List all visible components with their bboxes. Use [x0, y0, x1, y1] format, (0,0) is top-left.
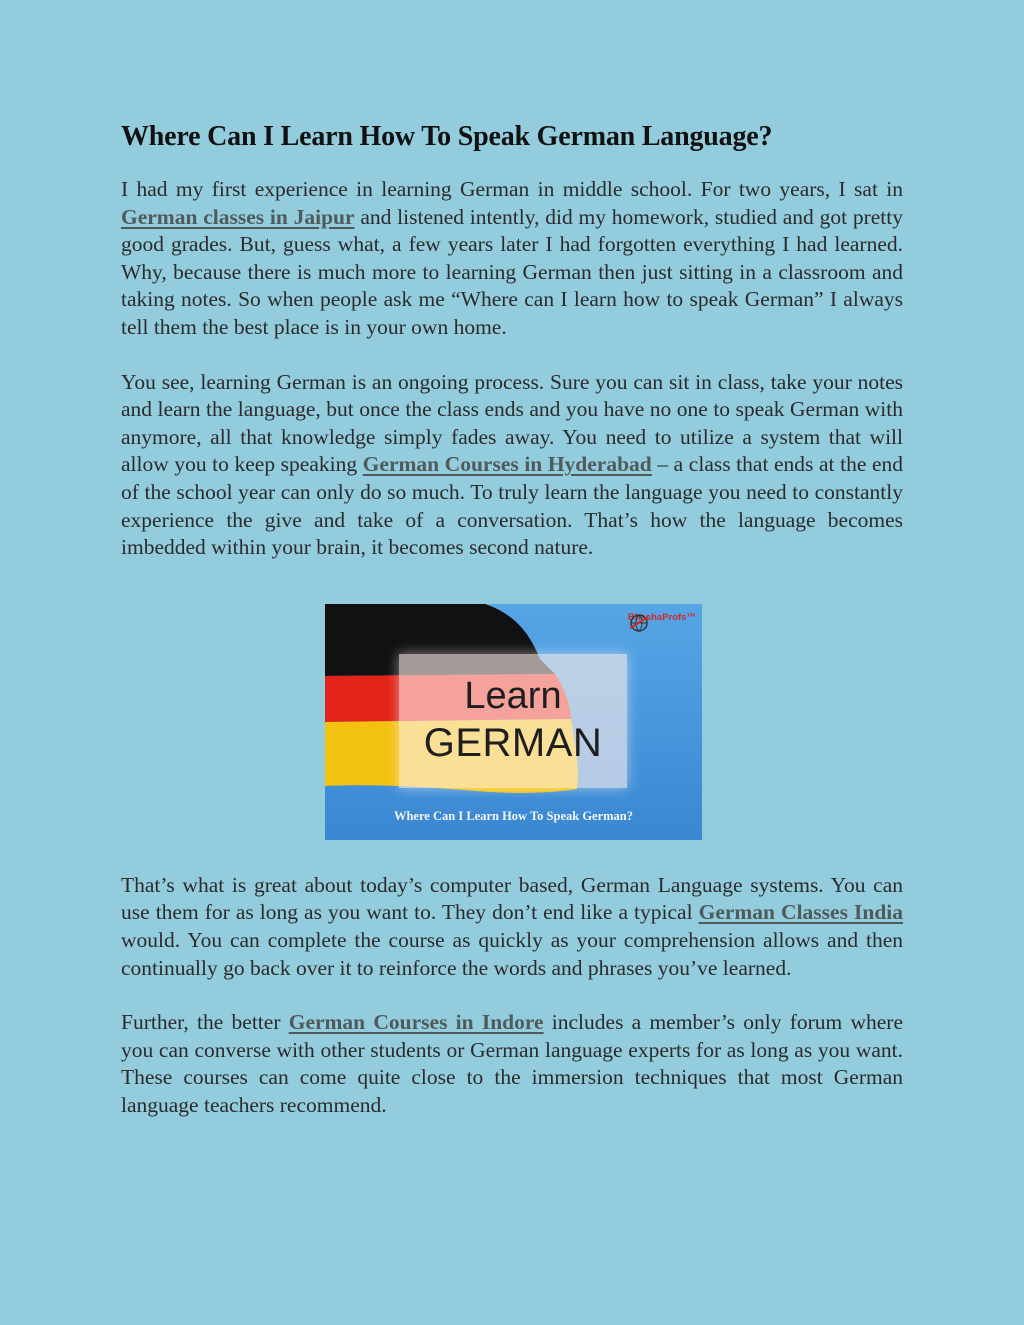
link-german-courses-hyderabad[interactable]: German Courses in Hyderabad	[362, 452, 652, 477]
card-line-learn: Learn	[464, 674, 562, 717]
card-line-german: GERMAN	[423, 720, 603, 765]
link-german-courses-indore[interactable]: German Courses in Indore	[288, 1010, 544, 1035]
paragraph-2-text-after: – a class that ends at the end of the school year can only do so much. To truly learn the language you need to constantly experience the give and take of a conversation. That’s how the language becomes imbedded within your brain, it becomes second nature.	[121, 452, 903, 560]
learn-german-image	[325, 604, 702, 840]
paragraph-4	[121, 1009, 903, 1119]
paragraph-1-text-before: I had my first experience in learning German in middle school. For two years, I sat in	[121, 177, 903, 201]
logo-text: BhashaProfs™	[627, 611, 696, 623]
paragraph-3	[121, 872, 903, 982]
paragraph-2	[121, 369, 903, 562]
paragraph-3-text-after: would. You can complete the course as quickly as your comprehension allows and then continually go back over it to reinforce the words and phrases you’ve learned.	[121, 927, 903, 980]
paragraph-1	[121, 176, 903, 342]
document-page	[121, 118, 903, 1119]
image-caption: Where Can I Learn How To Speak German?	[393, 808, 634, 823]
link-german-classes-jaipur[interactable]: German classes in Jaipur	[121, 204, 355, 229]
paragraph-3-text-before: That’s what is great about today’s computer based, German Language systems. You can use them for as long as you want to. They don’t end like a typical	[121, 872, 903, 925]
page-title: Where Can I Learn How To Speak German Language?	[121, 121, 773, 152]
globe-icon	[628, 612, 650, 634]
brand-logo	[628, 612, 696, 623]
title-card	[399, 654, 627, 788]
paragraph-4-text-before: Further, the better	[121, 1010, 289, 1035]
paragraph-2-text-before: You see, learning German is an ongoing process. Sure you can sit in class, take your notes and learn the language, but once the class ends and you have no one to speak German with anymore, all that knowledge simply fades away. You need to utilize a system that will allow you to keep speaking	[121, 369, 903, 477]
paragraph-1-text-after: and listened intently, did my homework, studied and got pretty good grades. But, guess what, a few years later I had forgotten everything I had learned. Why, because there is much more to learning German then just sitting in a classroom and taking notes. So when people ask me “Where can I learn how to speak German” I always tell them the best place is in your own home.	[121, 204, 903, 339]
link-german-classes-india[interactable]: German Classes India	[698, 900, 903, 925]
paragraph-4-text-after: includes a member’s only forum where you can converse with other students or German language experts for as long as you want. These courses can come quite close to the immersion techniques that most German language teachers recommend.	[121, 1010, 904, 1117]
